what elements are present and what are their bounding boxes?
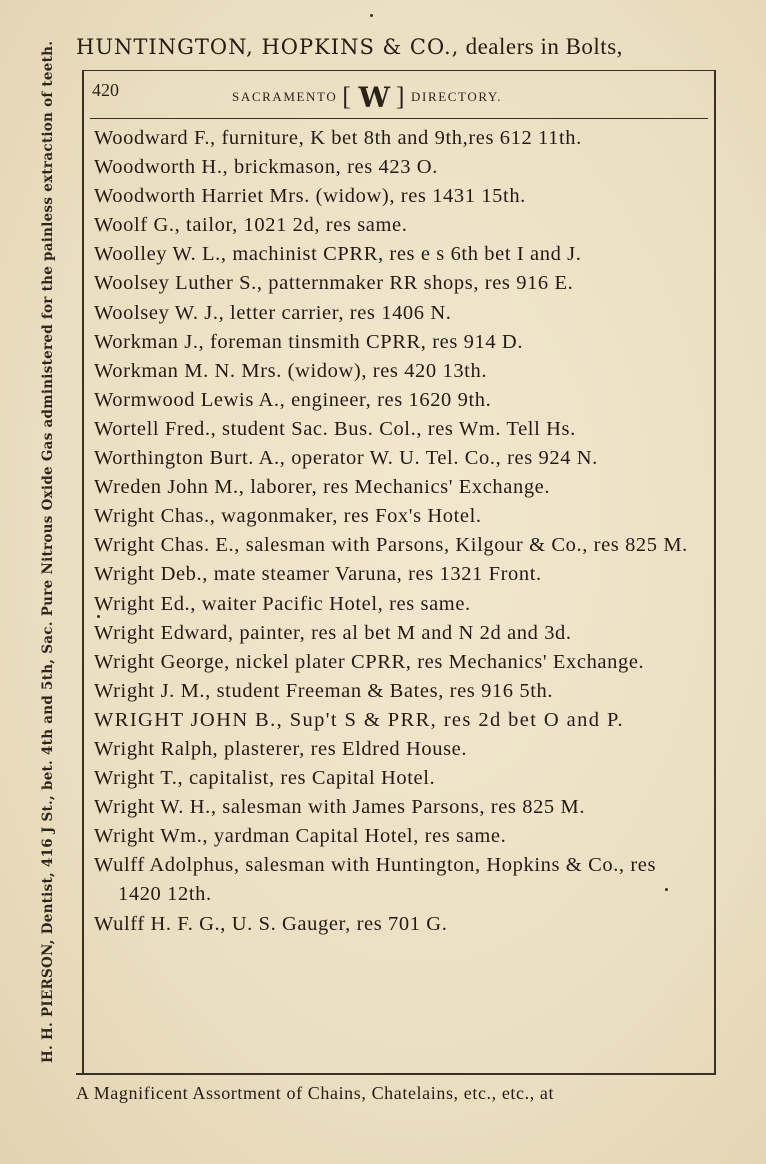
directory-entry: Workman J., foreman tinsmith CPRR, res 914 D. [94,330,524,353]
directory-entry: Woodworth Harriet Mrs. (widow), res 1431 15th. [94,185,526,208]
running-head-city: SACRAMENTO [232,89,338,104]
directory-entry: Workman M. N. Mrs. (widow), res 420 13th. [94,359,488,382]
directory-entry: Wright W. H., salesman with James Parsons, res 825 M. [94,796,586,819]
footer-rule [76,1073,716,1075]
top-ad-text: dealers in Bolts, [459,34,623,59]
section-letter: W [358,81,390,114]
bottom-advertisement: A Magnificent Assortment of Chains, Chatelains, etc., etc., at [76,1083,555,1103]
directory-entry: Wright Wm., yardman Capital Hotel, res same. [94,825,507,848]
ink-speck [665,888,668,891]
page-number: 420 [92,80,119,100]
directory-entry: Wright Edward, painter, res al bet M and N 2d and 3d. [94,621,572,644]
directory-entry: Woolsey Luther S., patternmaker RR shops, res 916 E. [94,272,574,295]
directory-entry: Worthington Burt. A., operator W. U. Tel. Co., res 924 N. [94,447,598,470]
left-bracket: [ [342,82,353,111]
page-header [92,78,708,114]
ink-speck [97,615,100,618]
directory-entry: Woolf G., tailor, 1021 2d, res same. [94,214,408,237]
directory-entry: WRIGHT JOHN B., Sup't S & PRR, res 2d bet O and P. [94,708,625,731]
directory-entry: Woodworth H., brickmason, res 423 O. [94,156,438,179]
header-rule [90,118,708,119]
directory-entry: Wright Ed., waiter Pacific Hotel, res same. [94,592,471,615]
directory-entry: Wright Chas. E., salesman with Parsons, Kilgour & Co., res 825 M. [94,534,688,557]
directory-entry: Wulff Adolphus, salesman with Huntington, Hopkins & Co., res 1420 12th. [94,854,657,906]
running-head [232,81,502,114]
directory-entry: Woolley W. L., machinist CPRR, res e s 6th bet I and J. [94,243,582,266]
directory-entry: Wright Deb., mate steamer Varuna, res 1321 Front. [94,563,542,586]
directory-entry: Wright T., capitalist, res Capital Hotel. [94,767,436,790]
directory-entry: Wright Chas., wagonmaker, res Fox's Hotel. [94,505,482,528]
directory-entry: Wright J. M., student Freeman & Bates, res 916 5th. [94,679,554,702]
top-advertisement [76,34,736,60]
directory-entry: Wright Ralph, plasterer, res Eldred House. [94,737,468,760]
top-ad-firm: HUNTINGTON, HOPKINS & CO., [76,35,460,59]
directory-entry: Woodward F., furniture, K bet 8th and 9th,res 612 11th. [94,127,582,149]
directory-entry: Wright George, nickel plater CPRR, res Mechanics' Exchange. [94,650,645,673]
right-bracket: ] [395,82,407,111]
side-advertisement: H. H. PIERSON, Dentist, 416 J St., bet. 4th and 5th, Sac. Pure Nitrous Oxide Gas administered for the painless extraction of teeth. [40,40,56,1063]
ink-speck [370,14,373,17]
directory-entry: Wreden John M., laborer, res Mechanics' Exchange. [94,476,551,499]
directory-entry: Wormwood Lewis A., engineer, res 1620 9th. [94,388,492,411]
running-head-title: DIRECTORY. [411,89,503,104]
directory-entry: Woolsey W. J., letter carrier, res 1406 N. [94,301,452,324]
directory-entry: Wortell Fred., student Sac. Bus. Col., res Wm. Tell Hs. [94,417,576,440]
directory-entry: Wulff H. F. G., U. S. Gauger, res 701 G. [94,912,448,935]
directory-entries [94,124,704,939]
